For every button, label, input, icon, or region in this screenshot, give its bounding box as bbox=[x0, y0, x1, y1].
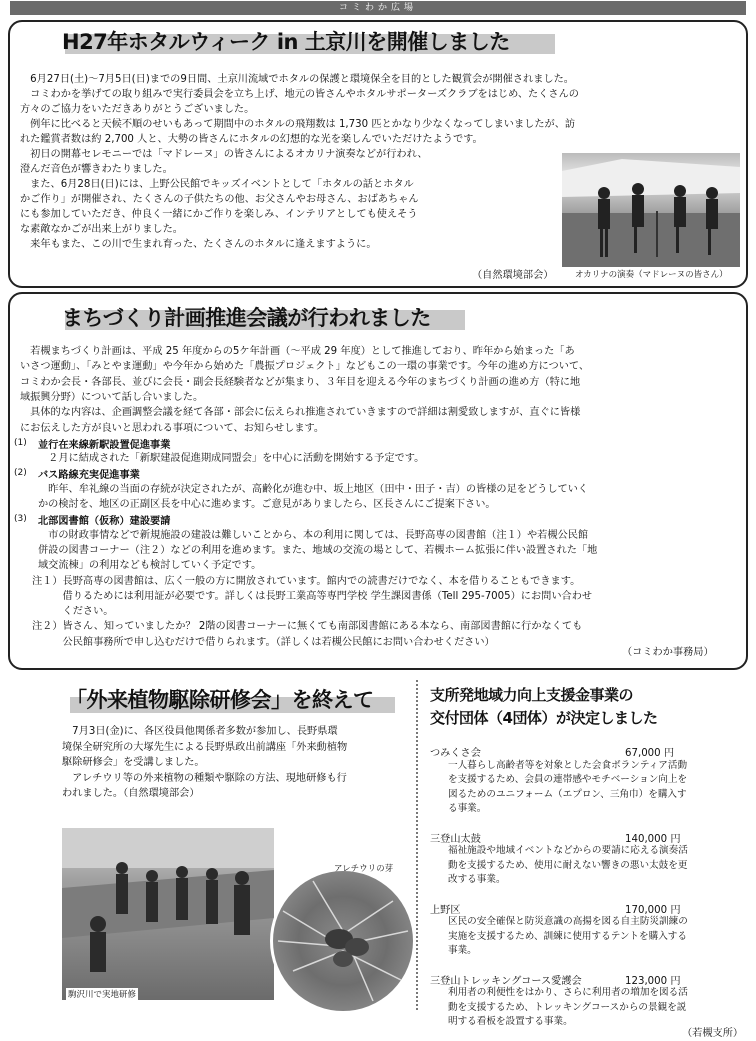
article-firefly-week bbox=[8, 20, 748, 288]
body-line: コミわか会長・各部長、並びに会長・副会長経験者などが集まり、３年目を迎える今年のまちづくり計画の進め方（特に地 bbox=[20, 376, 581, 388]
grant-name: 上野区 bbox=[430, 904, 461, 916]
article-credit: （コミわか事務局） bbox=[622, 647, 714, 658]
body-line: 境保全研究所の大塚先生による長野県政出前講座「外来動植物 bbox=[62, 741, 348, 753]
article-title-line1: 支所発地域力向上支援金事業の bbox=[430, 686, 634, 704]
grant-description-line: 事業。 bbox=[448, 945, 477, 956]
article-credit: （自然環境部会） bbox=[472, 270, 554, 281]
section-header-bar: コミわか広場 bbox=[10, 1, 746, 15]
body-line: 来年もまた、この川で生まれ育った、たくさんのホタルに逢えますように。 bbox=[20, 239, 377, 250]
grant-amount: 123,000 円 bbox=[625, 975, 681, 987]
item-body-line: 併設の図書コーナー（注２）などの利用を進めます。また、地域の交流の場として、若槻ホーム拡張に伴い設置された「地 bbox=[38, 544, 598, 556]
article-title: 「外来植物駆除研修会」を終えて bbox=[66, 688, 374, 712]
body-line: 例年に比べると天候不順のせいもあって期間中のホタルの飛翔数は 1,730 匹とかなり少なくなってしまいましたが、訪 bbox=[20, 119, 576, 130]
grant-description-line: 明する看板を設置する事業。 bbox=[448, 1016, 573, 1027]
grant-amount: 140,000 円 bbox=[625, 833, 681, 845]
item-body-line: ２月に結成された「新駅建設促進期成同盟会」を中心に活動を開始する予定です。 bbox=[38, 453, 425, 465]
article-title-line2: 交付団体（4団体）が決定しました bbox=[430, 709, 658, 727]
grant-description-line: 動を支援するため、使用に耐えない響きの悪い太鼓を更 bbox=[448, 859, 688, 871]
item-number: (1) bbox=[14, 437, 27, 448]
grant-description-line: 図るためのユニフォーム（エプロン、三角巾）を購入す bbox=[448, 788, 687, 800]
item-heading: 並行在来線新駅設置促進事業 bbox=[38, 439, 171, 451]
body-line: れた鑑賞者数は約 2,700 人と、大勢の皆さんにホタルの幻想的な光を楽しんでいただけたようです。 bbox=[20, 134, 483, 145]
article-credit: （若槻支所） bbox=[682, 1028, 744, 1039]
body-line: 具体的な内容は、企画調整会議を経て各部・部会に伝えられ推進されていきますので詳細は割愛致しますが、直ぐに皆様 bbox=[20, 407, 581, 419]
body-line: 7月3日(金)に、各区役員他関係者多数が参加し、長野県環 bbox=[62, 726, 338, 737]
article-title: H27年ホタルウィーク in 土京川を開催しました bbox=[62, 30, 510, 54]
note-line: ください。 bbox=[32, 606, 114, 618]
grant-name: 三登山トレッキングコース愛護会 bbox=[430, 975, 582, 987]
body-line: また、6月28日(日)には、上野公民館でキッズイベントとして「ホタルの話とホタル bbox=[20, 179, 414, 190]
photo-caption: オカリナの演奏（マドレーヌの皆さん） bbox=[575, 270, 728, 280]
column-divider bbox=[416, 680, 418, 1010]
photo-caption: 駒沢川で実地研修 bbox=[68, 990, 137, 1000]
body-line: 駆除研修会」を受講しました。 bbox=[62, 757, 205, 768]
note-line: 注２）皆さん、知っていましたか？ 2階の図書コーナーに無くても南部図書館にある本なら、南部図書館に行かなくても bbox=[32, 621, 583, 633]
body-line: 域振興分野）について話し合いました。 bbox=[20, 391, 204, 403]
body-line: いさつ運動」、「みとやま運動」や今年から始めた「農振プロジェクト」などもこの一環の事業です。今年の進め方について、 bbox=[20, 361, 590, 373]
body-line: かご作り」が開催され、たくさんの子供たちの他、お父さんやお母さん、おばあちゃん bbox=[20, 194, 419, 205]
item-body-line: 市の財政事情などで新規施設の建設は難しいことから、本の利用に関しては、長野高専の図書館（注１）や若槻公民館 bbox=[38, 529, 589, 541]
body-line: アレチウリ等の外来植物の種類や駆除の方法、現地研修も行 bbox=[62, 772, 347, 784]
grant-description-line: 福祉施設や地域イベントなどからの要請に応える演奏活 bbox=[448, 845, 688, 856]
grant-description-line: 改する事業。 bbox=[448, 874, 506, 885]
note-line: 借りるためには利用証が必要です。詳しくは長野工業高等専門学校 学生課図書係（Tell 295-7005）にお問い合わせ bbox=[32, 590, 593, 602]
grant-description-line: 区民の安全確保と防災意識の高揚を図る自主防災訓練の bbox=[448, 916, 688, 927]
note-line: 公民館事務所で申し込むだけで借りられます。（詳しくは若槻公民館にお問い合わせください） bbox=[32, 636, 495, 648]
grant-description-line: 一人暮らし高齢者等を対象とした会食ボランティア活動 bbox=[448, 759, 688, 771]
body-line: 若槻まちづくり計画は、平成 25 年度からの5ケ年計画（～平成 29 年度）として推進しており、昨年から始まった「あ bbox=[20, 346, 575, 357]
item-number: (2) bbox=[14, 468, 27, 479]
item-heading: バス路線充実促進事業 bbox=[38, 470, 140, 482]
grant-description-line: 動を支援するため、トレッキングコースからの景観を説 bbox=[448, 1001, 687, 1013]
grant-description-line: 実施を支援するため、訓練に使用するテントを購入する bbox=[448, 930, 687, 942]
item-heading: 北部図書館（仮称）建設要請 bbox=[38, 516, 171, 528]
body-line: 方々のご協力をいただきありがとうございました。 bbox=[20, 104, 255, 115]
body-line: な素敵なかごが出来上がりました。 bbox=[20, 224, 183, 235]
grant-description-line: る事業。 bbox=[448, 803, 487, 814]
item-body-line: 昨年、牟礼線の当面の存続が決定されたが、高齢化が進む中、坂上地区（田中・田子・吉）の皆様の足をどうしていく bbox=[38, 483, 589, 495]
note-line: 注１）長野高専の図書館は、広く一般の方に開放されています。館内での読書だけでなく、本を借りることもできます。 bbox=[32, 575, 581, 587]
field-training-photo bbox=[62, 828, 274, 1000]
body-line: 6月27日(土)～7月5日(日)までの9日間、土京川流域でホタルの保護と環境保全を目的とした観賞会が開催されました。 bbox=[20, 74, 574, 85]
inset-caption: アレチウリの芽 bbox=[334, 864, 394, 874]
body-line: われました。（自然環境部会） bbox=[62, 788, 200, 799]
body-line: コミわかを挙げての取り組みで実行委員会を立ち上げ、地元の皆さんやホタルサポーターズクラブをはじめ、たくさんの bbox=[20, 89, 579, 100]
article-title: まちづくり計画推進会議が行われました bbox=[62, 306, 431, 330]
item-body-line: かの検討を、地区の正副区長を中心に進めます。ご意見がありましたら、区長さんにご提案下さい。 bbox=[38, 499, 496, 510]
body-line: 澄んだ音色が響きわたりました。 bbox=[20, 164, 173, 175]
body-line: にお伝えした方が良いと思われる事項について、お知らせします。 bbox=[20, 422, 325, 434]
article-town-planning bbox=[8, 292, 748, 670]
bur-cucumber-sprout-photo bbox=[270, 868, 416, 1014]
item-body-line: 域交流棟」の利用なども検討していく予定です。 bbox=[38, 560, 262, 572]
body-line: 初日の開幕セレモニーでは「マドレーヌ」の皆さんによるオカリナ演奏などが行われ、 bbox=[20, 149, 428, 160]
item-number: (3) bbox=[14, 514, 27, 525]
grant-amount: 67,000 円 bbox=[625, 748, 675, 759]
grant-name: 三登山太鼓 bbox=[430, 833, 481, 845]
grant-description-line: を支援するため、会員の連帯感やモチベーション向上を bbox=[448, 774, 688, 785]
body-line: にも参加していただき、仲良く一緒にかご作りを楽しみ、インテリアとしても使えそう bbox=[20, 209, 418, 220]
grant-amount: 170,000 円 bbox=[625, 904, 681, 916]
grant-name: つみくさ会 bbox=[430, 748, 481, 759]
grant-description-line: 利用者の利便性をはかり、さらに利用者の増加を図る活 bbox=[448, 987, 688, 998]
ocarina-performance-photo bbox=[562, 153, 740, 267]
